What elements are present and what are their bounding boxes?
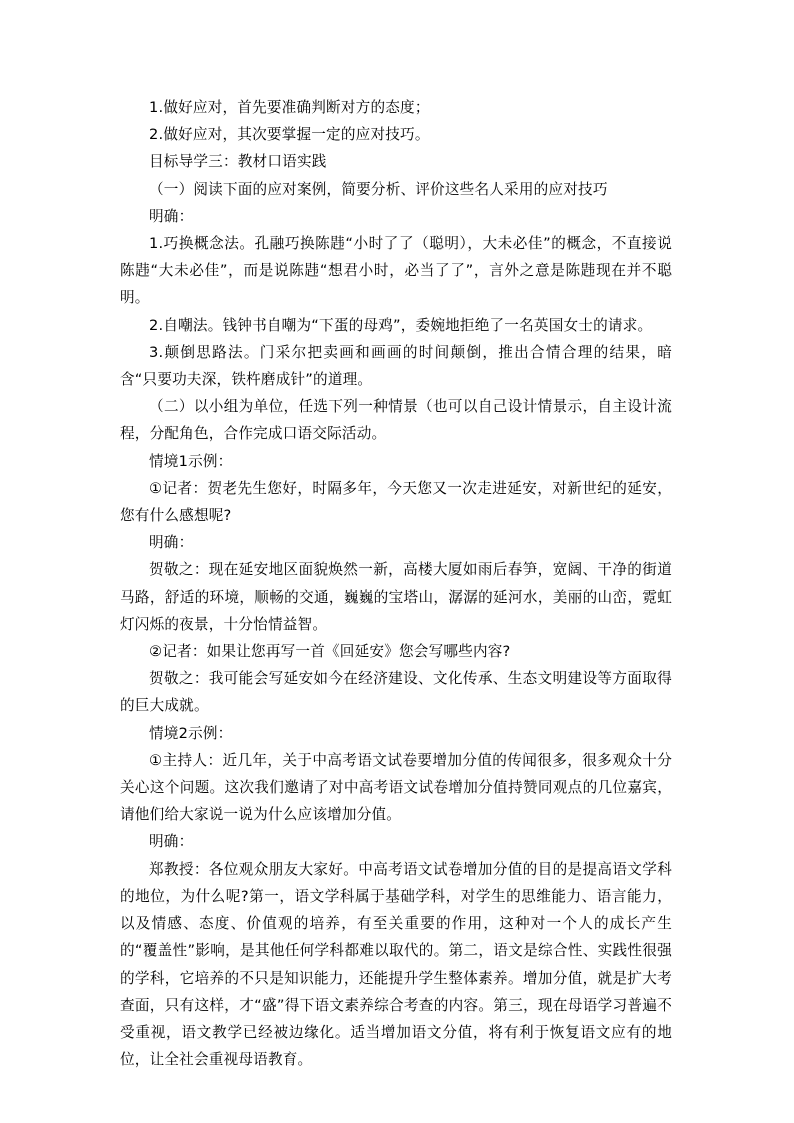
he-jingzhi-answer-one: 贺敬之：现在延安地区面貌焕然一新，高楼大厦如雨后春笋，宽阔、干净的街道马路，舒适的环境，顺畅的交通，巍巍的宝塔山，潺潺的延河水，美丽的山峦，霓虹灯闪烁的夜景，十分怡情益智。 bbox=[120, 561, 672, 633]
paragraph-concept-swap: 1.巧换概念法。孔融巧换陈韪“小时了了（聪明），大未必佳”的概念，不直接说陈韪“大未必佳”，而是说陈韪“想君小时，必当了了”，言外之意是陈韪现在并不聪明。 bbox=[120, 235, 672, 307]
paragraph-self-mockery: 2.自嘲法。钱钟书自嘲为“下蛋的母鸡”，委婉地拒绝了一名英国女士的请求。 bbox=[149, 316, 653, 334]
clarify-label: 明确： bbox=[149, 534, 194, 552]
professor-zheng-answer: 郑教授：各位观众朋友大家好。中高考语文试卷增加分值的目的是提高语文学科的地位，为什么呢?第一，语文学科属于基础学科，对学生的思维能力、语言能力，以及情感、态度、价值观的培养，有至关重要的作用，这种对一个人的成长产生的“覆盖性”影响，是其他任何学科都难以取代的。第二，语文是综合性、实践性很强的学科，它培养的不只是知识能力，还能提升学生整体素养。增加分值，就是扩大考查面，只有这样，才“盛”得下语文素养综合考查的内容。第三，现在母语学习普遍不受重视，语文教学已经被边缘化。适当增加语文分值，将有利于恢复语文应有的地位，让全社会重视母语教育。 bbox=[120, 860, 672, 1069]
clarify-label: 明确： bbox=[149, 207, 194, 225]
section-heading-goal-three: 目标导学三：教材口语实践 bbox=[149, 153, 327, 171]
clarify-label: 明确： bbox=[149, 833, 194, 851]
task-one-heading: （一）阅读下面的应对案例，简要分析、评价这些名人采用的应对技巧 bbox=[149, 180, 608, 198]
scenario-one-label: 情境1示例： bbox=[149, 452, 233, 470]
scenario-two-label: 情境2示例： bbox=[149, 724, 233, 742]
document-page bbox=[120, 94, 672, 1073]
reporter-question-one: ①记者：贺老先生您好，时隔多年，今天您又一次走进延安，对新世纪的延安，您有什么感想呢? bbox=[120, 479, 672, 525]
he-jingzhi-answer-two: 贺敬之：我可能会写延安如今在经济建设、文化传承、生态文明建设等方面取得的巨大成就。 bbox=[120, 670, 672, 715]
reporter-question-two: ②记者：如果让您再写一首《回延安》您会写哪些内容? bbox=[149, 643, 511, 661]
task-two-heading: （二）以小组为单位，任选下列一种情景（也可以自己设计情景示，自主设计流程，分配角色，合作完成口语交际活动。 bbox=[120, 398, 672, 443]
host-question: ①主持人：近几年，关于中高考语文试卷要增加分值的传闻很多，很多观众十分关心这个问题。这次我们邀请了对中高考语文试卷增加分值持赞同观点的几位嘉宾，请他们给大家说一说为什么应该增加分值。 bbox=[120, 751, 672, 824]
paragraph-judge-attitude: 1.做好应对，首先要准确判断对方的态度； bbox=[149, 99, 430, 116]
paragraph-reverse-thinking: 3.颠倒思路法。门采尔把卖画和画画的时间颠倒，推出合情合理的结果，暗含“只要功夫深，铁杵磨成针”的道理。 bbox=[120, 343, 672, 389]
paragraph-master-skills: 2.做好应对，其次要掌握一定的应对技巧。 bbox=[149, 126, 430, 144]
